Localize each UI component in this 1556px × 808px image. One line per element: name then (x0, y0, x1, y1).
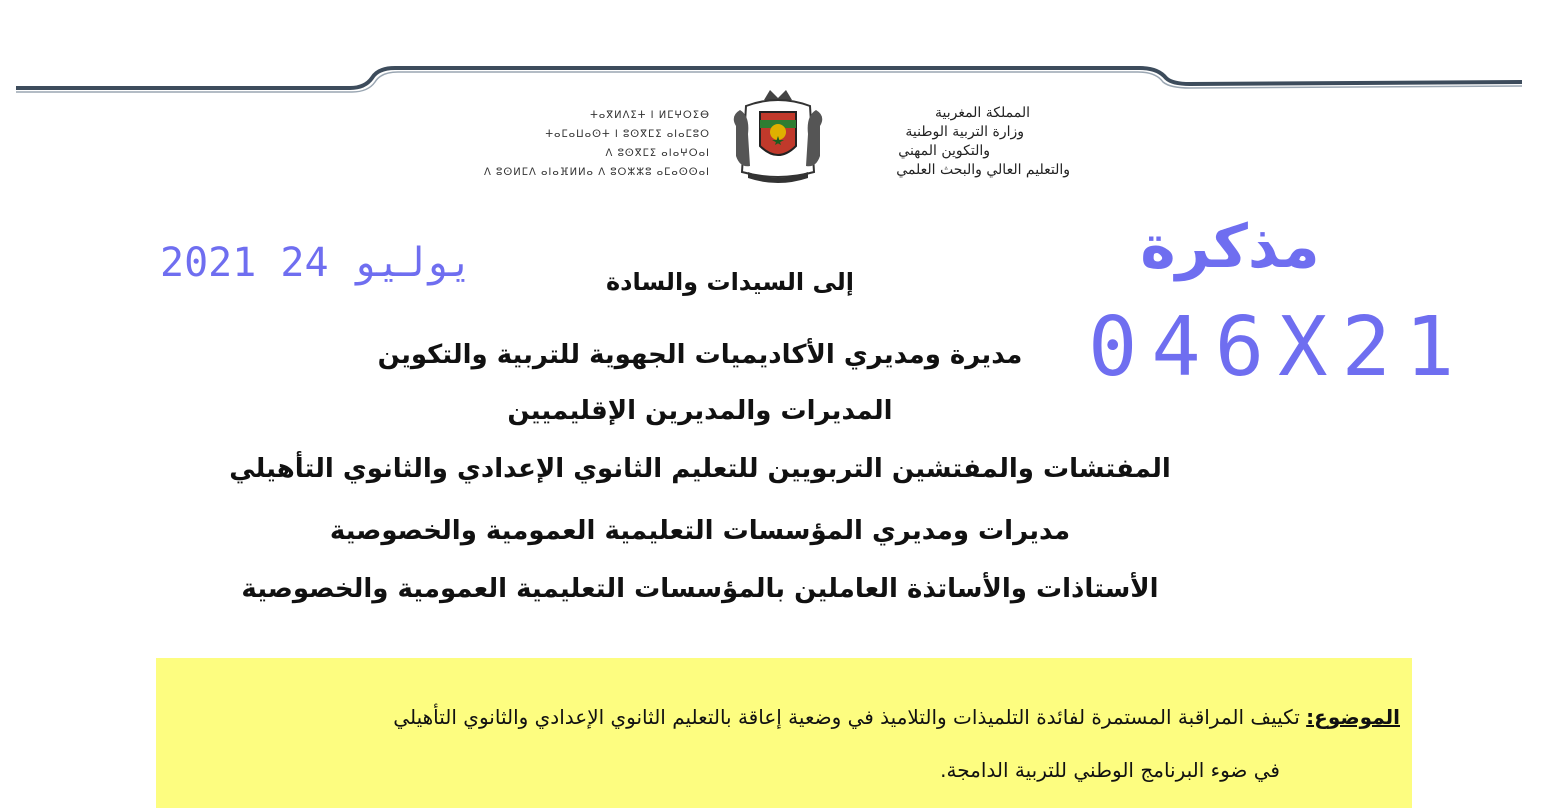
subject-text: تكييف المراقبة المستمرة لفائدة التلميذات والتلاميذ في وضعية إعاقة بالتعليم الثانوي الإعدادي والثانوي التأهيلي (393, 705, 1307, 729)
ministry-name-arabic (800, 104, 1070, 180)
ministry-line: ⴷ ⵓⵙⵍⵎⴷ ⴰⵏⴰⴼⵍⵍⴰ ⴷ ⵓⵔⵣⵣⵓ ⴰⵎⴰⵙⵙⴰⵏ (484, 167, 710, 178)
memo-number-stamp: 046X21 (1088, 300, 1469, 395)
header-rule (0, 0, 1556, 100)
addressee-heading: إلى السيدات والسادة (606, 268, 854, 296)
coat-of-arms-icon (726, 86, 830, 186)
ministry-line: ⴷ ⵓⵙⴳⵎⵉ ⴰⵏⴰⵖⵔⴰⵏ (605, 148, 710, 159)
addressee-line: المفتشات والمفتشين التربويين للتعليم الثانوي الإعدادي والثانوي التأهيلي (229, 454, 1171, 484)
ministry-name-tifinagh (440, 106, 710, 182)
ministry-line: ⵜⴰⴳⵍⴷⵉⵜ ⵏ ⵍⵎⵖⵔⵉⴱ (590, 110, 710, 121)
date-stamp: 2021 يوليو 24 (160, 240, 474, 286)
memo-label-stamp: مذكرة (1140, 212, 1320, 282)
addressee-line: الأستاذات والأساتذة العاملين بالمؤسسات التعليمية العمومية والخصوصية (241, 574, 1159, 604)
ministry-line: والتكوين المهني (898, 143, 990, 159)
ministry-line: وزارة التربية الوطنية (905, 124, 1024, 140)
subject-continuation: في ضوء البرنامج الوطني للتربية الدامجة. (940, 758, 1280, 782)
subject-highlight (156, 658, 1412, 808)
addressee-line: مديرات ومديري المؤسسات التعليمية العمومية والخصوصية (329, 516, 1071, 546)
addressee-line: مديرة ومديري الأكاديميات الجهوية للتربية والتكوين (377, 340, 1023, 370)
addressee-line: المديرات والمديرين الإقليميين (507, 396, 893, 426)
subject-line (120, 705, 1400, 729)
ministry-line: والتعليم العالي والبحث العلمي (896, 162, 1070, 178)
ministry-line: المملكة المغربية (934, 105, 1030, 121)
ministry-line: ⵜⴰⵎⴰⵡⴰⵙⵜ ⵏ ⵓⵙⴳⵎⵉ ⴰⵏⴰⵎⵓⵔ (545, 129, 710, 140)
subject-label: الموضوع: (1306, 705, 1400, 729)
